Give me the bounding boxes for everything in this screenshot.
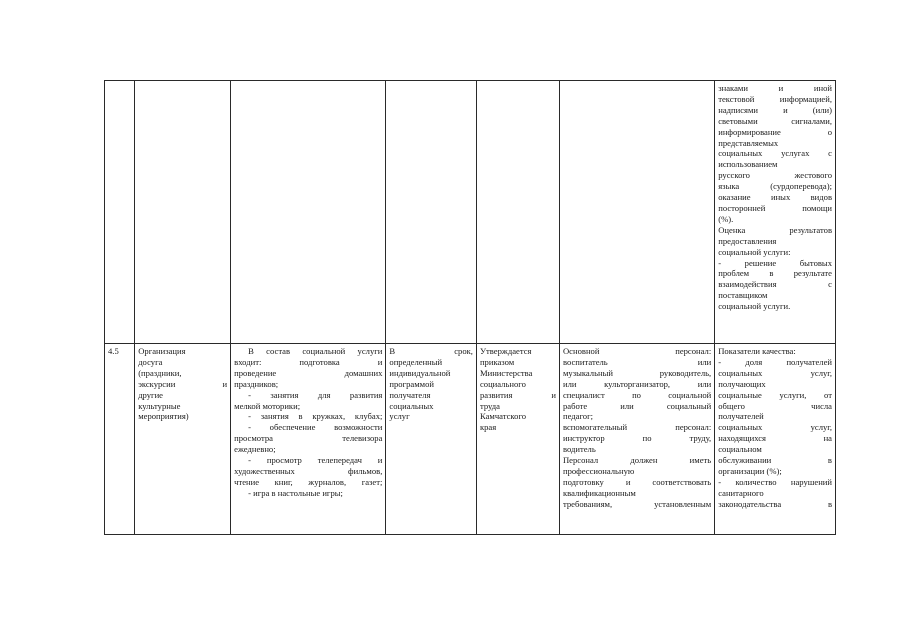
text-line: языка (сурдоперевода); — [718, 181, 832, 192]
text-line: световыми сигналами, — [718, 115, 832, 126]
text-line: посторонней помощи — [718, 202, 832, 213]
text-line: социальном — [718, 444, 762, 455]
text-line: социальной услуги. — [718, 301, 791, 312]
text-line: социальных — [389, 400, 434, 411]
text-line: использованием — [718, 159, 778, 170]
text-line: получателей — [718, 411, 764, 422]
cell-number — [105, 344, 135, 535]
text-line: социального — [479, 378, 526, 389]
text-line: экскурсии и — [138, 378, 228, 389]
text-line: - игра в настольные игры; — [248, 487, 343, 498]
text-line: получателя — [389, 389, 431, 400]
cell-norm — [476, 344, 559, 535]
services-table — [104, 80, 836, 535]
cell-service-name — [135, 81, 231, 344]
text-line: социальных услуг, — [718, 367, 832, 378]
text-line: работе или социальный — [562, 400, 712, 411]
text-line: поставщиком — [718, 290, 768, 301]
cell-description — [231, 81, 386, 344]
text-line: В состав социальной услуги — [248, 346, 383, 356]
text-line: информирование о — [718, 126, 832, 137]
text-line: Организация — [138, 346, 186, 356]
cell-staff — [559, 81, 714, 344]
text-line: Министерства — [479, 367, 533, 378]
text-line: социальной услуги: — [718, 246, 791, 257]
text-line: досуга — [138, 356, 163, 367]
text-line: подготовку и соответствовать — [562, 476, 712, 487]
text-line: надписями и (или) — [718, 104, 832, 115]
text-line: квалификационным — [562, 487, 636, 498]
text-line: предоставления — [718, 235, 777, 246]
text-line: - количество нарушений — [718, 476, 832, 487]
text-line: Основной персонал: — [562, 346, 712, 356]
text-line: определенный — [389, 356, 443, 367]
text-line: программой — [389, 378, 434, 389]
text-line: Оценка результатов — [718, 224, 832, 235]
text-line: Камчатского — [479, 411, 527, 422]
text-line: русского жестового — [718, 170, 832, 181]
text-line: взаимодействия с — [718, 279, 832, 290]
text-line: другие — [138, 389, 163, 400]
cell-quality-indicators — [715, 81, 836, 344]
text-line: края — [479, 422, 497, 433]
text-line: услуг — [389, 411, 410, 422]
text-line: Утверждается — [479, 346, 532, 356]
text-line: индивидуальной — [389, 367, 451, 378]
text-line: входит: подготовка и — [234, 356, 383, 367]
table-row-4-5 — [105, 344, 836, 535]
text-line: законодательства в — [718, 498, 832, 509]
text-line: - просмотр телепередач и — [248, 455, 383, 466]
text-line: музыкальный руководитель, — [562, 367, 712, 378]
cell-service-name — [135, 344, 231, 535]
cell-norm — [476, 81, 559, 344]
cell-quality-indicators — [715, 344, 836, 535]
text-line: санитарного — [718, 487, 764, 498]
text-line: воспитатель или — [562, 356, 712, 367]
text-line: мероприятия) — [138, 411, 189, 422]
text-line: - доля получателей — [718, 356, 832, 367]
text-line: социальных услуг, — [718, 422, 832, 433]
text-line: требованиям, установленным — [562, 498, 712, 509]
text-line: ежедневно; — [234, 444, 276, 455]
cell-number — [105, 81, 135, 344]
text-line: В срок, — [389, 346, 473, 356]
text-line: специалист по социальной — [562, 389, 712, 400]
text-line: педагог; — [562, 411, 593, 422]
table-row-continuation — [105, 81, 836, 344]
row-number: 4.5 — [108, 346, 119, 356]
cell-term — [386, 344, 477, 535]
text-line: вспомогательный персонал: — [562, 422, 712, 433]
text-line: обслуживании в — [718, 455, 832, 466]
text-line: водитель — [562, 444, 596, 455]
text-line: получающих — [718, 378, 766, 389]
text-line: - решение бытовых — [718, 257, 832, 268]
text-line: мелкой моторики; — [234, 400, 301, 411]
text-line: общего числа — [718, 400, 832, 411]
text-line: или культорганизатор, или — [562, 378, 712, 389]
text-line: художественных фильмов, — [234, 465, 383, 476]
text-line: знаками и иной — [718, 83, 832, 93]
text-line: находящихся на — [718, 433, 832, 444]
text-line: организации (%); — [718, 465, 782, 476]
text-line: - обеспечение возможности — [248, 422, 383, 433]
text-line: труда — [479, 400, 500, 411]
cell-description — [231, 344, 386, 535]
text-line: приказом — [479, 356, 515, 367]
text-line: чтение книг, журналов, газет; — [234, 476, 383, 487]
text-line: Показатели качества: — [718, 346, 796, 356]
text-line: текстовой информацией, — [718, 93, 832, 104]
text-line: оказание иных видов — [718, 192, 832, 203]
text-line: (%). — [718, 213, 734, 224]
text-line: - занятия в кружках, клубах; — [248, 411, 383, 422]
text-line: проведение домашних — [234, 367, 383, 378]
text-line: - занятия для развития — [248, 389, 383, 400]
cell-term — [386, 81, 477, 344]
text-line: просмотра телевизора — [234, 433, 383, 444]
text-line: культурные — [138, 400, 181, 411]
text-line: (праздники, — [138, 367, 182, 378]
text-line: развития и — [479, 389, 556, 400]
text-line: профессиональную — [562, 465, 635, 476]
text-line: представляемых — [718, 137, 779, 148]
text-line: проблем в результате — [718, 268, 832, 279]
text-line: Персонал должен иметь — [562, 455, 712, 466]
text-line: праздников; — [234, 378, 279, 389]
text-line: социальные услуги, от — [718, 389, 832, 400]
text-line: социальных услугах с — [718, 148, 832, 159]
cell-staff — [559, 344, 714, 535]
text-line: инструктор по труду, — [562, 433, 712, 444]
